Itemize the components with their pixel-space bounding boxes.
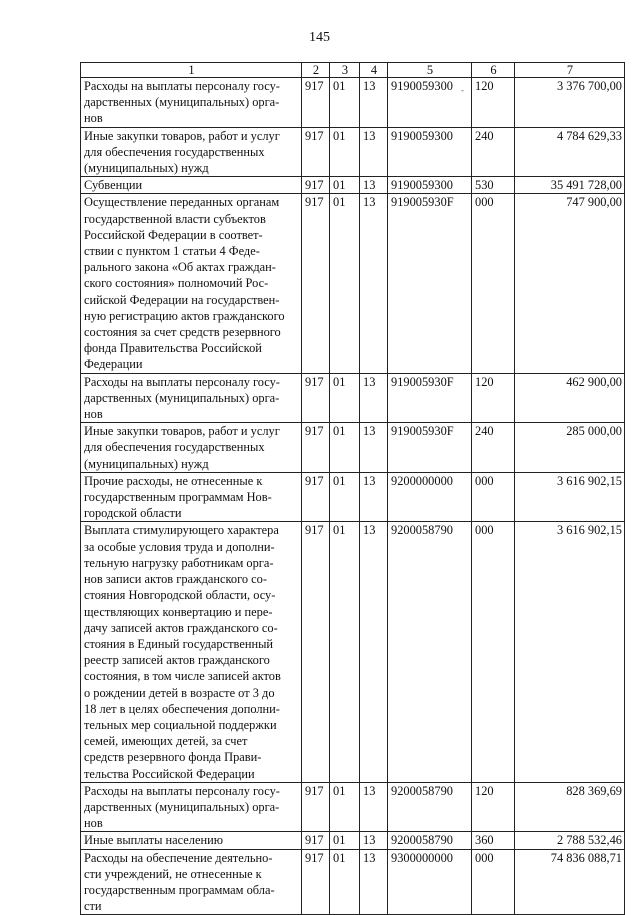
table-row [81,127,625,177]
cell-admin-code: 917 [302,373,330,423]
cell-admin-code: 917 [302,849,330,915]
header-row [81,63,625,78]
cell-target-article: 9190059300 [388,127,472,177]
table-row [81,832,625,849]
cell-amount: 3 616 902,15 [515,522,625,782]
cell-expense-type: 120 [472,78,515,128]
cell-expense-type: 000 [472,472,515,522]
cell-name: Выплата стимулирующего характера за особые условия труда и дополни- тельную нагрузку работникам орга- нов записи актов гражданского со- стояния Новгородской области, осу- ществляющих конвертацию и пере- дачу записей актов гражданского со- стояния в Единый государственный реестр записей актов гражданского состояния, в том числе записей актов о рождении детей в возрасте от 3 до 18 лет в целях обеспечения дополни- тельных мер социальной поддержки семей, имеющих детей, за счет средств резервного фонда Прави- тельства Российской Федерации [81,522,302,782]
cell-name: Расходы на обеспечение деятельно- сти учреждений, не отнесенные к государственным программам обла- сти [81,849,302,915]
budget-table [80,62,625,915]
cell-section: 01 [330,78,360,128]
cell-name: Иные выплаты населению [81,832,302,849]
table-row [81,373,625,423]
cell-amount: 3 616 902,15 [515,472,625,522]
header-col-6: 6 [472,63,515,78]
cell-amount: 74 836 088,71 [515,849,625,915]
cell-admin-code: 917 [302,78,330,128]
cell-admin-code: 917 [302,832,330,849]
cell-name: Осуществление переданных органам государственной власти субъектов Российской Федерации в соответ- ствии с пунктом 1 статьи 4 Феде- рального закона «Об актах граждан- ского состояния» полномочий Рос- сийской Федерации на государствен- ную регистрацию актов гражданского состояния за счет средств резервного фонда Правительства Российской Федерации [81,194,302,373]
cell-name: Расходы на выплаты персоналу госу- дарственных (муниципальных) орга- нов [81,782,302,832]
cell-subsection: 13 [360,849,388,915]
cell-section: 01 [330,177,360,194]
cell-section: 01 [330,423,360,473]
cell-name: Иные закупки товаров, работ и услуг для обеспечения государственных (муниципальных) нужд [81,423,302,473]
cell-section: 01 [330,127,360,177]
cell-section: 01 [330,522,360,782]
header-col-3: 3 [330,63,360,78]
cell-target-article: 9190059300 [388,78,472,128]
cell-target-article: 9200058790 [388,782,472,832]
page-number: 145 [309,30,330,45]
cell-target-article: 9200000000 [388,472,472,522]
cell-target-article: 919005930F [388,373,472,423]
cell-target-article: 9190059300 [388,177,472,194]
cell-name: Прочие расходы, не отнесенные к государственным программам Нов- городской области [81,472,302,522]
cell-name: Иные закупки товаров, работ и услуг для обеспечения государственных (муниципальных) нужд [81,127,302,177]
cell-subsection: 13 [360,782,388,832]
cell-target-article: 919005930F [388,194,472,373]
cell-amount: 35 491 728,00 [515,177,625,194]
header-col-1: 1 [81,63,302,78]
table-row [81,472,625,522]
cell-section: 01 [330,373,360,423]
scan-mark: - [461,85,464,95]
table-row [81,78,625,128]
cell-subsection: 13 [360,194,388,373]
cell-expense-type: 000 [472,849,515,915]
cell-name: Субвенции [81,177,302,194]
table-row [81,423,625,473]
cell-name: Расходы на выплаты персоналу госу- дарственных (муниципальных) орга- нов [81,78,302,128]
cell-section: 01 [330,194,360,373]
cell-target-article: 919005930F [388,423,472,473]
cell-section: 01 [330,849,360,915]
cell-expense-type: 240 [472,423,515,473]
header-col-7: 7 [515,63,625,78]
cell-subsection: 13 [360,832,388,849]
cell-subsection: 13 [360,373,388,423]
table-row [81,522,625,782]
cell-admin-code: 917 [302,472,330,522]
cell-admin-code: 917 [302,423,330,473]
cell-name: Расходы на выплаты персоналу госу- дарственных (муниципальных) орга- нов [81,373,302,423]
table-row [81,849,625,915]
cell-target-article: 9200058790 [388,522,472,782]
cell-subsection: 13 [360,522,388,782]
cell-admin-code: 917 [302,782,330,832]
cell-amount: 2 788 532,46 [515,832,625,849]
table-row [81,194,625,373]
table-body [81,78,625,915]
cell-expense-type: 240 [472,127,515,177]
cell-admin-code: 917 [302,177,330,194]
cell-subsection: 13 [360,78,388,128]
cell-expense-type: 530 [472,177,515,194]
cell-expense-type: 360 [472,832,515,849]
cell-amount: 285 000,00 [515,423,625,473]
cell-amount: 747 900,00 [515,194,625,373]
header-col-4: 4 [360,63,388,78]
cell-subsection: 13 [360,177,388,194]
cell-admin-code: 917 [302,127,330,177]
cell-expense-type: 120 [472,373,515,423]
header-col-5: 5 [388,63,472,78]
cell-target-article: 9200058790 [388,832,472,849]
cell-amount: 3 376 700,00 [515,78,625,128]
cell-section: 01 [330,472,360,522]
cell-expense-type: 000 [472,522,515,782]
cell-amount: 828 369,69 [515,782,625,832]
cell-expense-type: 000 [472,194,515,373]
table-row [81,782,625,832]
cell-section: 01 [330,782,360,832]
cell-subsection: 13 [360,127,388,177]
cell-section: 01 [330,832,360,849]
cell-subsection: 13 [360,423,388,473]
cell-subsection: 13 [360,472,388,522]
cell-expense-type: 120 [472,782,515,832]
table-row [81,177,625,194]
cell-target-article: 9300000000 [388,849,472,915]
cell-amount: 4 784 629,33 [515,127,625,177]
cell-admin-code: 917 [302,194,330,373]
header-col-2: 2 [302,63,330,78]
cell-admin-code: 917 [302,522,330,782]
cell-amount: 462 900,00 [515,373,625,423]
